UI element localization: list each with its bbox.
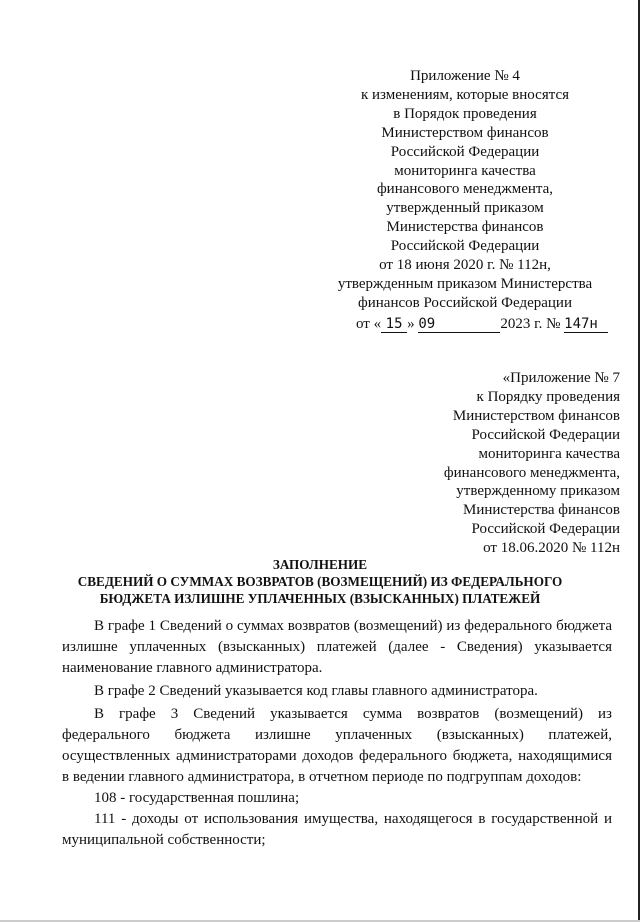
appendix-7-header (420, 369, 620, 558)
order-number: 147н (564, 317, 608, 333)
appendix-7-line: к Порядку проведения (476, 388, 620, 405)
document-body (62, 616, 612, 851)
appendix-4-line: Приложение № 4 (410, 68, 520, 84)
appendix-4-line: к изменениям, которые вносятся (360, 86, 570, 103)
appendix-4-line: Российской Федерации (390, 143, 540, 160)
order-date-line (356, 316, 608, 333)
order-date-day: 15 (381, 317, 407, 333)
appendix-4-header (330, 67, 600, 313)
appendix-7-line: финансового менеджмента, (443, 464, 620, 481)
document-title (60, 556, 580, 607)
appendix-4-line: утвержденным приказом Министерства (337, 275, 593, 292)
appendix-4-line: финансов Российской Федерации (358, 294, 572, 311)
title-line: СВЕДЕНИЙ О СУММАХ ВОЗВРАТОВ (ВОЗМЕЩЕНИЙ) ИЗ ФЕДЕРАЛЬНОГО (77, 574, 563, 589)
appendix-7-line: Министерством финансов (452, 407, 620, 424)
appendix-4-line: утвержденный приказом (386, 200, 544, 217)
appendix-7-line: от 18.06.2020 № 112н (483, 540, 620, 557)
appendix-7-line: Министерства финансов (463, 502, 620, 519)
order-date-month: 09 (418, 317, 500, 333)
appendix-4-line: от 18 июня 2020 г. № 112н, (379, 257, 551, 274)
body-paragraph: 108 - государственная пошлина; (94, 790, 300, 806)
body-paragraph: В графе 2 Сведений указывается код главы главного администратора. (94, 683, 538, 699)
appendix-7-line: «Приложение № 7 (502, 370, 620, 386)
order-date-mid: » (407, 316, 415, 332)
order-date-prefix: от « (356, 316, 382, 332)
title-line: БЮДЖЕТА ИЗЛИШНЕ УПЛАЧЕННЫХ (ВЗЫСКАННЫХ) ПЛАТЕЖЕЙ (99, 591, 541, 606)
order-date-year: 2023 г. № (500, 316, 561, 332)
appendix-7-line: Российской Федерации (471, 521, 620, 538)
body-paragraph: В графе 1 Сведений о суммах возвратов (возмещений) из федерального бюджета излишне уплаченных (взысканных) платежей (далее - Сведения) указывается наименование главного администратора. (62, 618, 612, 676)
appendix-4-line: финансового менеджмента, (376, 181, 554, 198)
appendix-4-line: в Порядок проведения (393, 105, 537, 122)
appendix-7-line: мониторинга качества (478, 445, 620, 462)
appendix-7-line: утвержденному приказом (456, 483, 620, 500)
appendix-4-line: Министерством финансов (381, 124, 549, 141)
title-line: ЗАПОЛНЕНИЕ (272, 557, 368, 572)
appendix-7-line: Российской Федерации (471, 426, 620, 443)
appendix-4-line: Российской Федерации (390, 238, 540, 255)
appendix-4-line: Министерства финансов (386, 219, 544, 236)
appendix-4-line: мониторинга качества (394, 162, 536, 179)
body-paragraph: 111 - доходы от использования имущества, находящегося в государственной и муниципальной собственности; (62, 811, 612, 848)
body-paragraph: В графе 3 Сведений указывается сумма возвратов (возмещений) из федерального бюджета излишне уплаченных (взысканных) платежей, осуществленных администраторами доходов федерального бюджета, находящимися в ведении главного администратора, в отчетном периоде по подгруппам доходов: (62, 706, 612, 785)
